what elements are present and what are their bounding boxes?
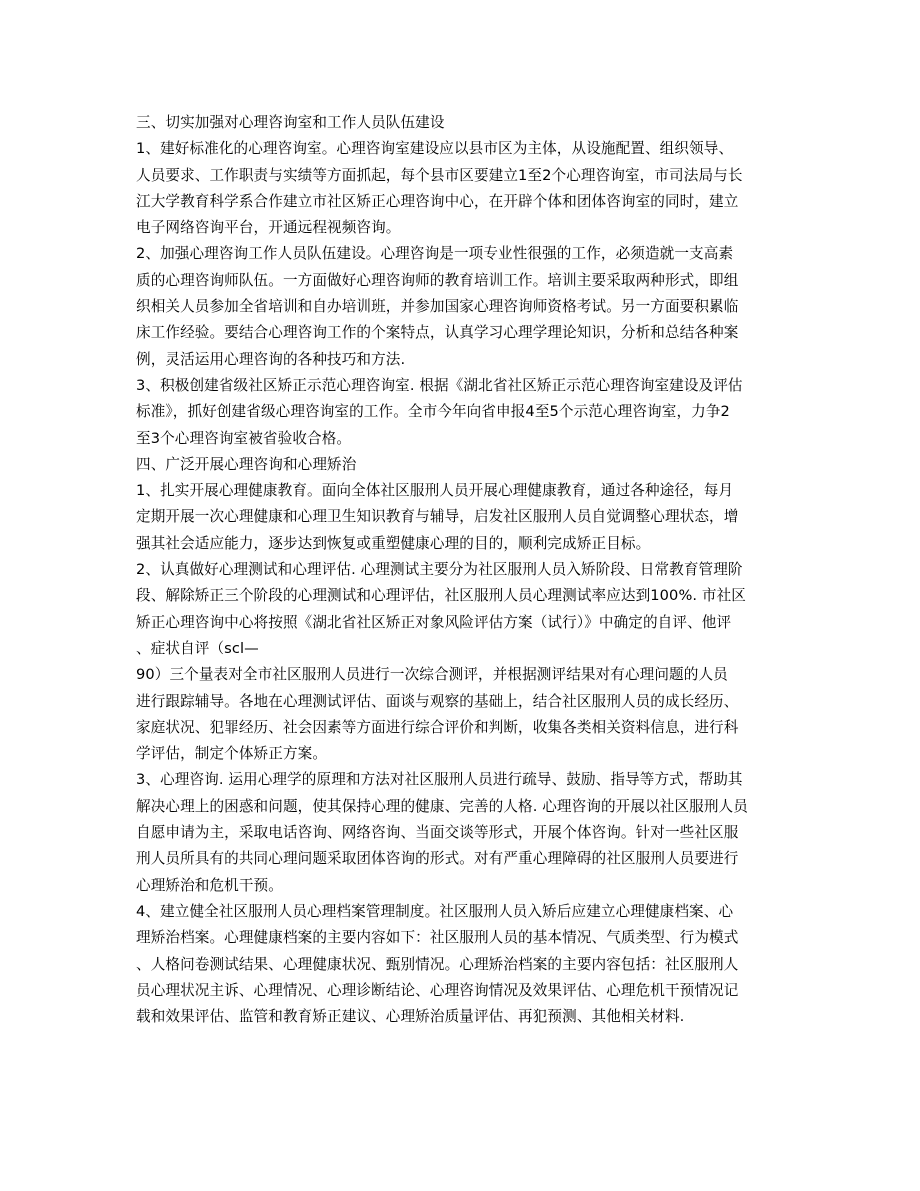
text-line: 2、加强心理咨询工作人员队伍建设。心理咨询是一项专业性很强的工作，必须造就一支高素	[136, 245, 734, 263]
text-line: 、症状自评（scl—	[136, 639, 259, 657]
text-line: 3、积极创建省级社区矫正示范心理咨询室. 根据《湖北省社区矫正示范心理咨询室建设及评估	[136, 376, 743, 394]
text-line: 心理矫治和危机干预。	[136, 876, 283, 894]
text-line: 进行跟踪辅导。各地在心理测试评估、面谈与观察的基础上，结合社区服刑人员的成长经历、	[136, 692, 739, 710]
text-line: 90）三个量表对全市社区服刑人员进行一次综合测评，并根据测评结果对有心理问题的人员	[136, 666, 728, 684]
text-line: 载和效果评估、监管和教育矫正建议、心理矫治质量评估、再犯预测、其他相关材料.	[136, 1008, 685, 1026]
text-line: 家庭状况、犯罪经历、社会因素等方面进行综合评价和判断，收集各类相关资料信息，进行科	[136, 718, 739, 736]
text-line: 江大学教育科学系合作建立市社区矫正心理咨询中心，在开辟个体和团体咨询室的同时，建立	[136, 192, 739, 210]
text-line: 定期开展一次心理健康和心理卫生知识教育与辅导，启发社区服刑人员自觉调整心理状态，增	[136, 508, 739, 526]
document-body	[136, 110, 788, 1030]
text-line: 段、解除矫正三个阶段的心理测试和心理评估，社区服刑人员心理测试率应达到100%. 市社区	[136, 587, 746, 605]
text-line: 自愿申请为主，采取电话咨询、网络咨询、当面交谈等形式，开展个体咨询。针对一些社区服	[136, 824, 739, 842]
text-line: 强其社会适应能力，逐步达到恢复或重塑健康心理的目的，顺利完成矫正目标。	[136, 534, 651, 552]
text-line: 标准》，抓好创建省级心理咨询室的工作。全市今年向省申报4至5个示范心理咨询室，力争2	[136, 403, 730, 421]
text-line: 1、扎实开展心理健康教育。面向全体社区服刑人员开展心理健康教育，通过各种途径，每月	[136, 482, 734, 500]
text-line: 4、建立健全社区服刑人员心理档案管理制度。社区服刑人员入矫后应建立心理健康档案、心	[136, 902, 734, 920]
text-line: 至3个心理咨询室被省验收合格。	[136, 429, 352, 447]
text-line: 矫正心理咨询中心将按照《湖北省社区矫正对象风险评估方案（试行）》中确定的自评、他评	[136, 613, 732, 631]
text-line: 三、切实加强对心理咨询室和工作人员队伍建设	[136, 114, 445, 131]
text-line: 床工作经验。要结合心理咨询工作的个案特点，认真学习心理学理论知识，分析和总结各种案	[136, 324, 739, 342]
text-line: 四、广泛开展心理咨询和心理矫治	[136, 455, 357, 473]
text-line: 1、建好标准化的心理咨询室。心理咨询室建设应以县市区为主体，从设施配置、组织领导、	[136, 140, 734, 158]
text-line: 电子网络咨询平台，开通远程视频咨询。	[136, 219, 401, 237]
text-line: 例，灵活运用心理咨询的各种技巧和方法.	[136, 350, 406, 368]
text-line: 刑人员所具有的共同心理问题采取团体咨询的形式。对有严重心理障碍的社区服刑人员要进行	[136, 850, 739, 868]
text-line: 、人格问卷测试结果、心理健康状况、甄别情况。心理矫治档案的主要内容包括：社区服刑人	[136, 955, 739, 973]
text-line: 员心理状况主诉、心理情况、心理诊断结论、心理咨询情况及效果评估、心理危机干预情况记	[136, 981, 739, 999]
text-line: 学评估，制定个体矫正方案。	[136, 745, 328, 763]
text-line: 人员要求、工作职责与实绩等方面抓起，每个县市区要建立1至2个心理咨询室，市司法局与长	[136, 166, 743, 184]
text-line: 3、心理咨询. 运用心理学的原理和方法对社区服刑人员进行疏导、鼓励、指导等方式，帮助其	[136, 771, 743, 789]
text-line: 理矫治档案。心理健康档案的主要内容如下：社区服刑人员的基本情况、气质类型、行为模式	[136, 929, 739, 947]
text-line: 质的心理咨询师队伍。一方面做好心理咨询师的教育培训工作。培训主要采取两种形式，即组	[136, 271, 739, 289]
text-line: 织相关人员参加全省培训和自办培训班，并参加国家心理咨询师资格考试。另一方面要积累临	[136, 298, 739, 316]
text-line: 2、认真做好心理测试和心理评估. 心理测试主要分为社区服刑人员入矫阶段、日常教育管理阶	[136, 561, 743, 579]
text-line: 解决心理上的困惑和问题，使其保持心理的健康、完善的人格. 心理咨询的开展以社区服刑人员	[136, 797, 748, 815]
